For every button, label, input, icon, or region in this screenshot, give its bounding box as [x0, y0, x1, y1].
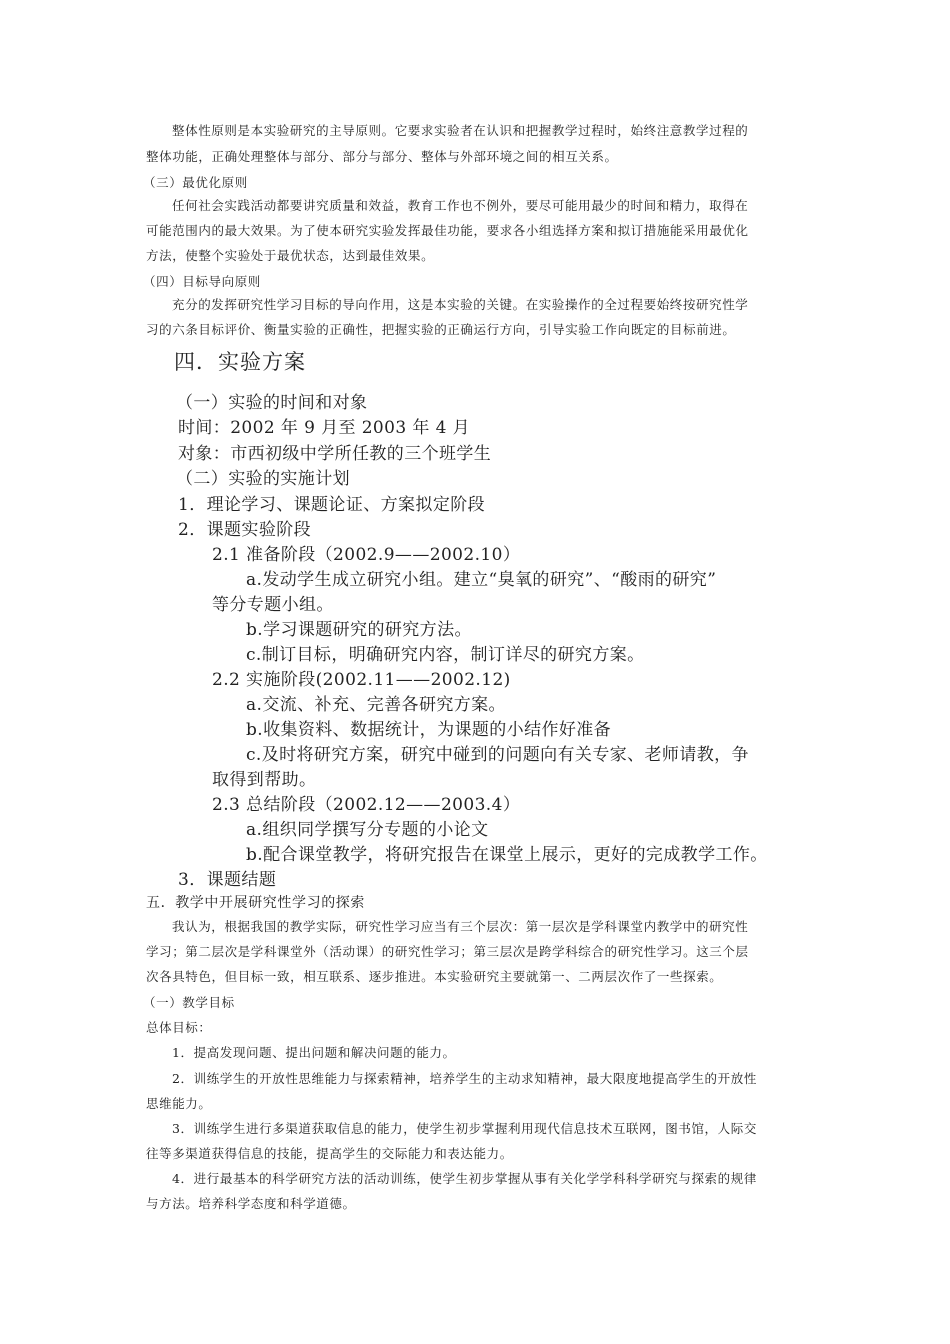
goal-principle-line-2: 习的六条目标评价、衡量实验的正确性，把握实验的正确运行方向，引导实验工作向既定的目标前进。	[146, 322, 736, 337]
phase-2-1-a-line-2: 等分专题小组。	[212, 595, 334, 615]
goal-2-line-1: 2．训练学生的开放性思维能力与探索精神，培养学生的主动求知精神，最大限度地提高学生的开放性	[172, 1071, 757, 1086]
optimal-principle-line-3: 方法，使整个实验处于最优状态，达到最佳效果。	[146, 248, 435, 263]
experiment-target: 对象：市西初级中学所任教的三个班学生	[178, 444, 492, 464]
section5-heading: 五．教学中开展研究性学习的探索	[146, 895, 365, 911]
plan-step-3: 3．课题结题	[178, 870, 277, 890]
phase-2-1-c: c.制订目标，明确研究内容，制订详尽的研究方案。	[246, 645, 645, 665]
goal-2-line-2: 思维能力。	[146, 1096, 212, 1111]
section4-heading: 四．实验方案	[174, 350, 306, 374]
section5-intro-line-3: 次各具特色，但目标一致，相互联系、逐步推进。本实验研究主要就第一、二两层次作了一些探索。	[146, 969, 723, 984]
goal-principle-line-1: 充分的发挥研究性学习目标的导向作用，这是本实验的关键。在实验操作的全过程要始终按研究性学	[172, 297, 749, 312]
overall-goals-label: 总体目标：	[146, 1020, 212, 1035]
experiment-time: 时间：2002 年 9 月至 2003 年 4 月	[178, 418, 470, 438]
phase-2-3-a: a.组织同学撰写分专题的小论文	[246, 820, 489, 840]
optimal-principle-line-2: 可能范围内的最大效果。为了使本研究实验发挥最佳功能，要求各小组选择方案和拟订措施能采用最优化	[146, 223, 749, 238]
section5-intro-line-1: 我认为，根据我国的教学实际，研究性学习应当有三个层次：第一层次是学科课堂内教学中的研究性	[172, 919, 749, 934]
phase-2-2-c-line-2: 取得到帮助。	[212, 770, 317, 790]
goal-4-line-1: 4．进行最基本的科学研究方法的活动训练，使学生初步掌握从事有关化学学科科学研究与探索的规律	[172, 1171, 757, 1186]
goal-3-line-1: 3．训练学生进行多渠道获取信息的能力，使学生初步掌握利用现代信息技术互联网，图书馆，人际交	[172, 1121, 757, 1136]
section5-intro-line-2: 学习；第二层次是学科课堂外（活动课）的研究性学习；第三层次是跨学科综合的研究性学习。这三个层	[146, 944, 749, 959]
phase-2-2-b: b.收集资料、数据统计，为课题的小结作好准备	[246, 720, 612, 740]
plan-step-1: 1．理论学习、课题论证、方案拟定阶段	[178, 495, 486, 515]
goal-1: 1．提高发现问题、提出问题和解决问题的能力。	[172, 1045, 456, 1060]
section4-sub2: （二）实验的实施计划	[176, 469, 350, 489]
section4-sub1: （一）实验的时间和对象	[176, 393, 368, 413]
phase-2-2: 2.2 实施阶段(2002.11——2002.12)	[212, 670, 511, 690]
phase-2-2-c-line-1: c.及时将研究方案，研究中碰到的问题向有关专家、老师请教，争	[246, 745, 749, 765]
phase-2-1: 2.1 准备阶段（2002.9——2002.10）	[212, 545, 521, 565]
goal-3-line-2: 往等多渠道获得信息的技能，提高学生的交际能力和表达能力。	[146, 1146, 513, 1161]
phase-2-2-a: a.交流、补充、完善各研究方案。	[246, 695, 506, 715]
phase-2-3: 2.3 总结阶段（2002.12——2003.4）	[212, 795, 521, 815]
holistic-principle-line-2: 整体功能，正确处理整体与部分、部分与部分、整体与外部环境之间的相互关系。	[146, 149, 618, 164]
teaching-goals-heading: （一）教学目标	[143, 995, 235, 1010]
phase-2-3-b: b.配合课堂教学，将研究报告在课堂上展示，更好的完成教学工作。	[246, 845, 768, 865]
goal-principle-heading: （四）目标导向原则	[143, 274, 261, 289]
optimal-principle-line-1: 任何社会实践活动都要讲究质量和效益，教育工作也不例外，要尽可能用最少的时间和精力，取得在	[172, 198, 749, 213]
plan-step-2: 2．课题实验阶段	[178, 520, 312, 540]
phase-2-1-a-line-1: a.发动学生成立研究小组。建立“臭氧的研究”、“酸雨的研究”	[246, 570, 717, 590]
holistic-principle-line-1: 整体性原则是本实验研究的主导原则。它要求实验者在认识和把握教学过程时，始终注意教学过程的	[172, 123, 749, 138]
phase-2-1-b: b.学习课题研究的研究方法。	[246, 620, 472, 640]
optimal-principle-heading: （三）最优化原则	[143, 175, 248, 190]
goal-4-line-2: 与方法。培养科学态度和科学道德。	[146, 1196, 356, 1211]
